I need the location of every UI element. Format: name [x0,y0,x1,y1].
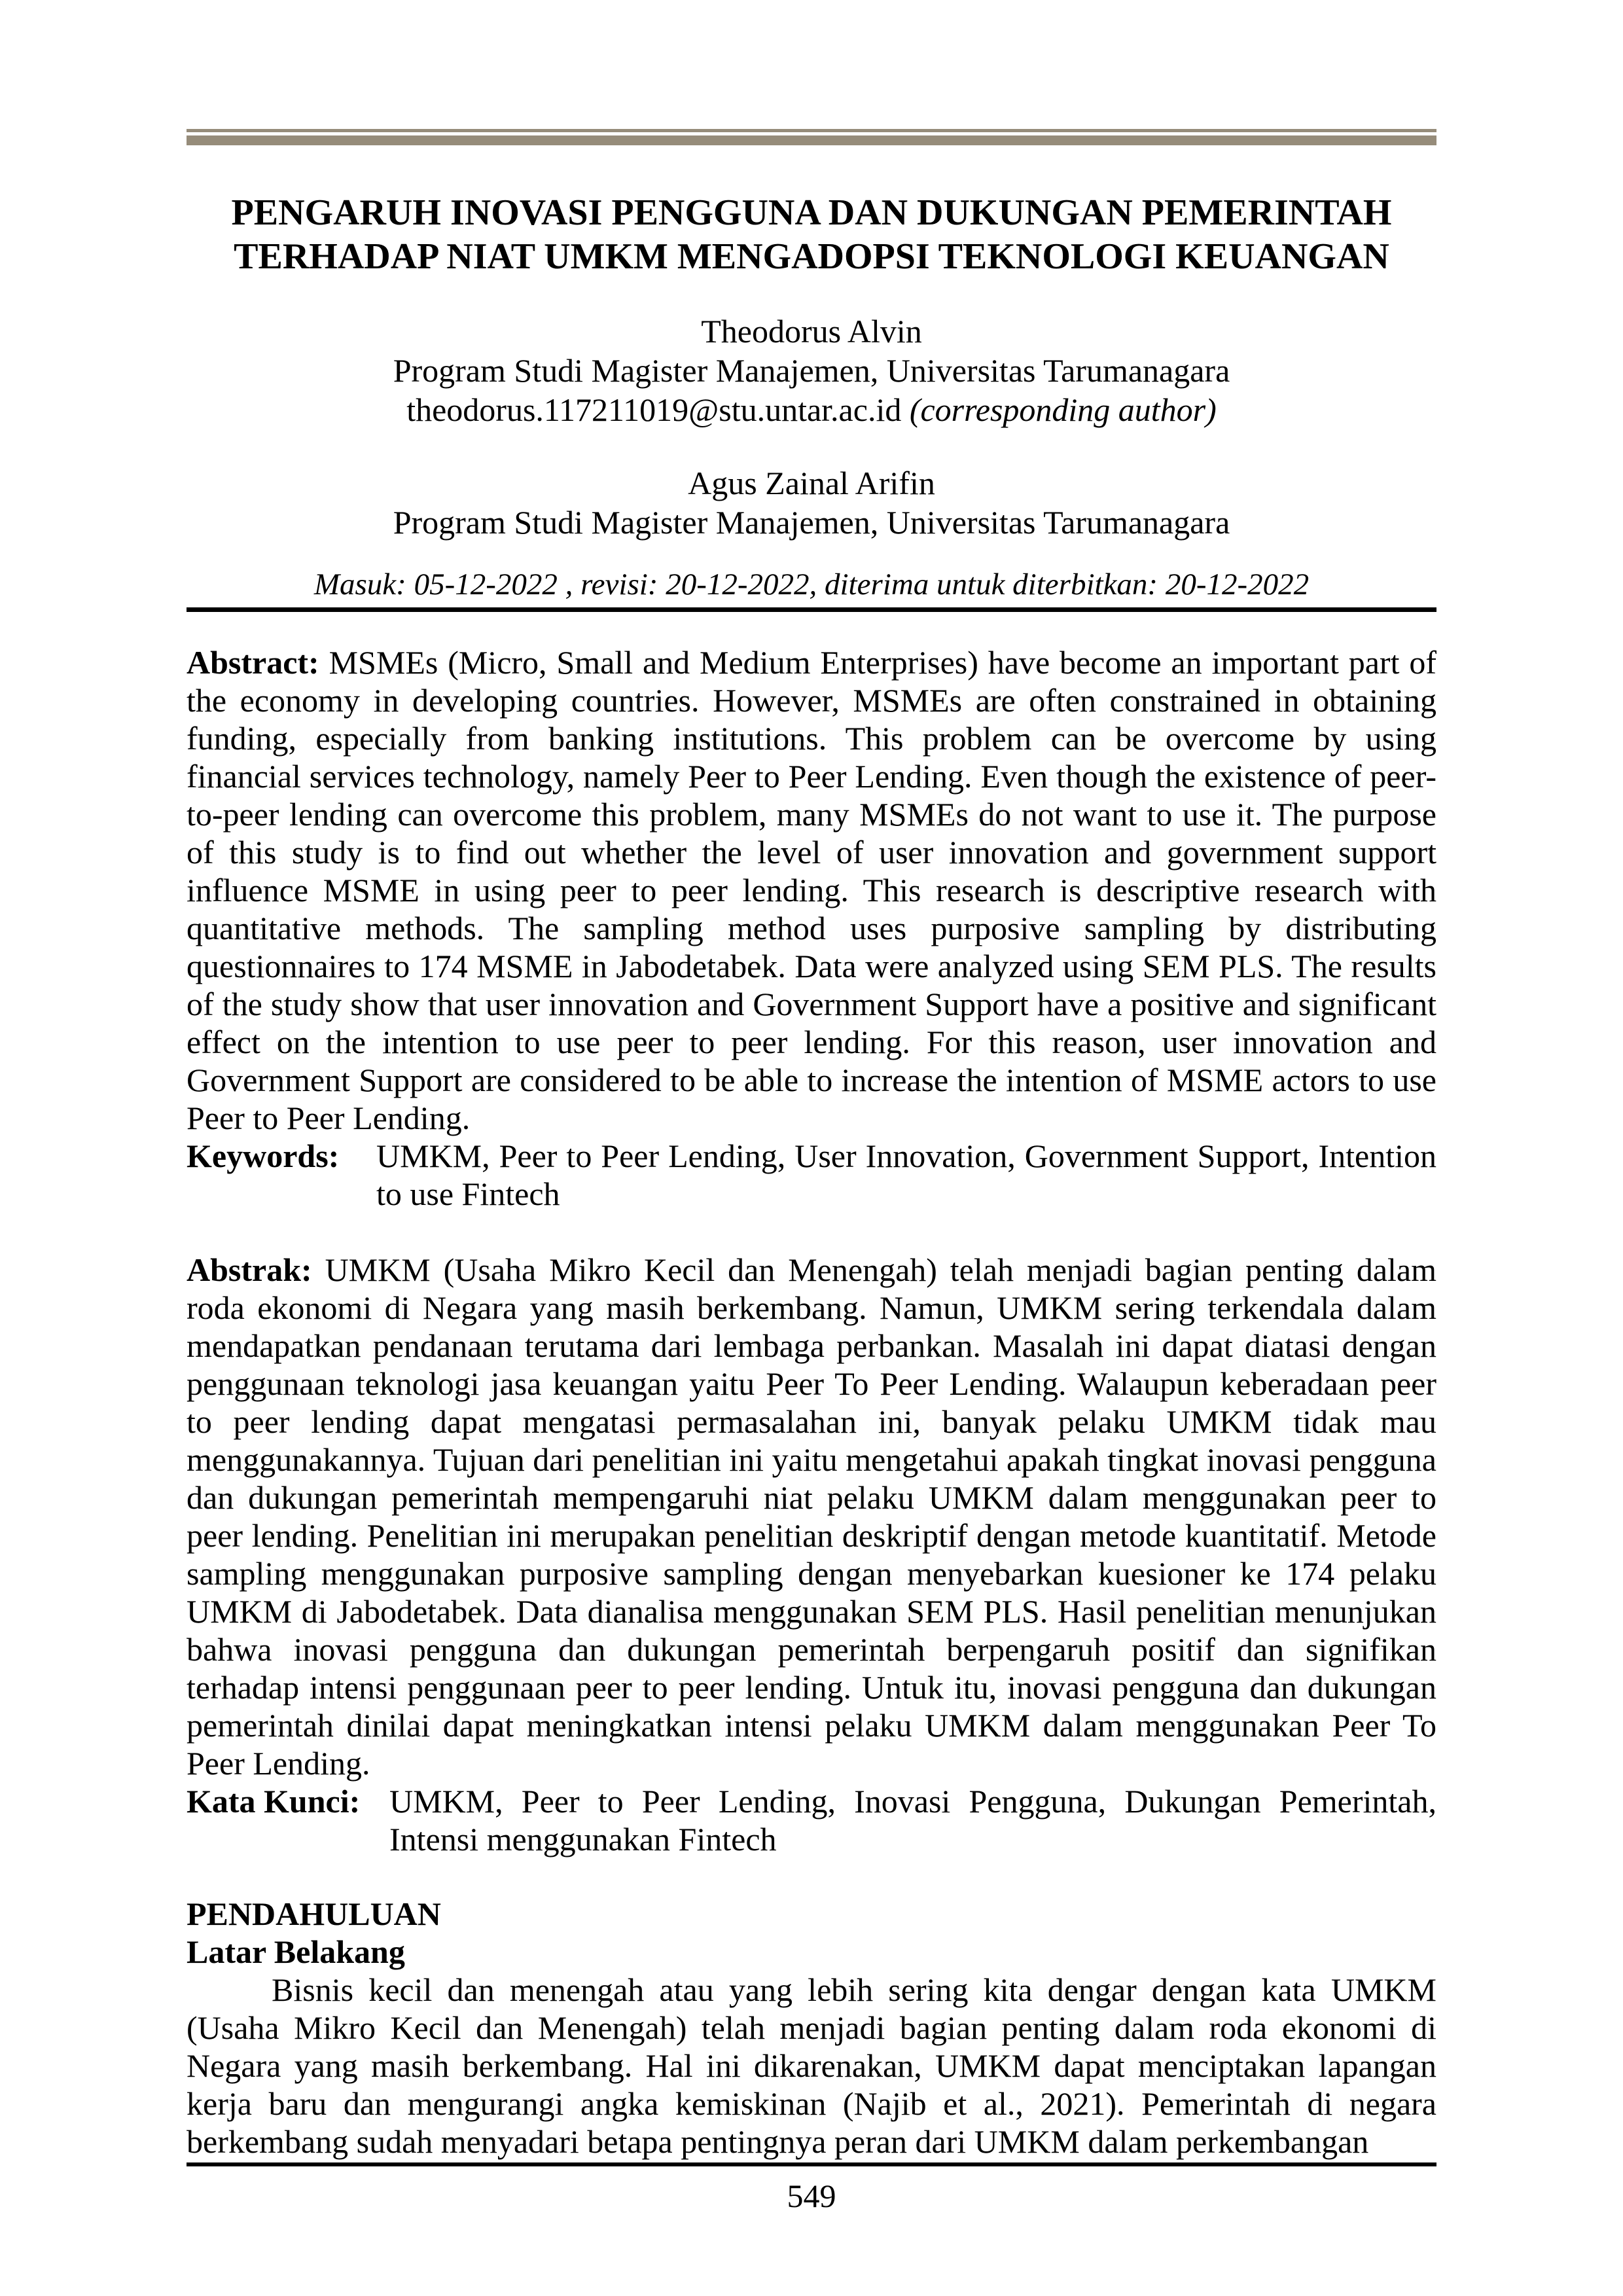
author-1-email-line [187,390,1436,429]
kata-kunci-paragraph [187,1782,1436,1858]
latar-belakang-paragraph: Bisnis kecil dan menengah atau yang lebih sering kita dengar dengan kata UMKM (Usaha Mikro Kecil dan Menengah) telah menjadi bagian penting dalam roda ekonomi di Negara yang masih berkembang. Hal ini dikarenakan, UMKM dapat menciptakan lapangan kerja baru dan mengurangi angka kemiskinan (Najib et al., 2021). Pemerintah di negara berkembang sudah menyadari betapa pentingnya peran dari UMKM dalam perkembangan [187,1971,1436,2160]
author-2-block [187,463,1436,542]
abstract-label: Abstract: [187,644,319,681]
author-2-name: Agus Zainal Arifin [688,465,935,501]
page-content [187,129,1436,2161]
section-heading-pendahuluan: PENDAHULUAN [187,1895,441,1932]
abstrak-label: Abstrak: [187,1251,312,1288]
page-number: 549 [787,2178,836,2214]
abstract-text: MSMEs (Micro, Small and Medium Enterprises) have become an important part of the economy in developing countries. However, MSMEs are often constrained in obtaining funding, especially from banking institutions. This problem can be overcome by using financial services technology, namely Peer to Peer Lending. Even though the existence of peer-to-peer lending can overcome this problem, many MSMEs do not want to use it. The purpose of this study is to find out whether the level of user innovation and government support influence MSME in using peer to peer lending. This research is descriptive research with quantitative methods. The sampling method uses purposive sampling by distributing questionnaires to 174 MSME in Jabodetabek. Data were analyzed using SEM PLS. The results of the study show that user innovation and Government Support have a positive and significant effect on the intention to use peer to peer lending. For this reason, user innovation and Government Support are considered to be able to increase the intention of MSME actors to use Peer to Peer Lending. [187,644,1436,1136]
keywords-label: Keywords: [187,1138,340,1174]
abstrak-paragraph [187,1251,1436,1782]
corresponding-author-note: (corresponding author) [909,391,1217,428]
keywords-text: UMKM, Peer to Peer Lending, User Innovation, Government Support, Intention to use Fintech [376,1138,1436,1212]
kata-kunci-text: UMKM, Peer to Peer Lending, Inovasi Pengguna, Dukungan Pemerintah, Intensi menggunakan Fintech [389,1783,1436,1857]
abstrak-text: UMKM (Usaha Mikro Kecil dan Menengah) telah menjadi bagian penting dalam roda ekonomi di Negara yang masih berkembang. Namun, UMKM sering terkendala dalam mendapatkan pendanaan terutama dari lembaga perbankan. Masalah ini dapat diatasi dengan penggunaan teknologi jasa keuangan yaitu Peer To Peer Lending. Walaupun keberadaan peer to peer lending dapat mengatasi permasalahan ini, banyak pelaku UMKM tidak mau menggunakannya. Tujuan dari penelitian ini yaitu mengetahui apakah tingkat inovasi pengguna dan dukungan pemerintah mempengaruhi niat pelaku UMKM dalam menggunakan peer to peer lending. Penelitian ini merupakan penelitian deskriptif dengan metode kuantitatif. Metode sampling menggunakan purposive sampling dengan menyebarkan kuesioner ke 174 pelaku UMKM di Jabodetabek. Data dianalisa menggunakan SEM PLS. Hasil penelitian menunjukan bahwa inovasi pengguna dan dukungan pemerintah berpengaruh positif dan signifikan terhadap intensi penggunaan peer to peer lending. Untuk itu, inovasi pengguna dan dukungan pemerintah dinilai dapat meningkatkan intensi pelaku UMKM dalam menggunakan Peer To Peer Lending. [187,1251,1436,1782]
author-1-block [187,312,1436,429]
page-title [187,191,1436,279]
author-1-name: Theodorus Alvin [701,313,922,350]
author-1-email: theodorus.117211019@stu.untar.ac.id [406,391,902,428]
submission-dates-line: Masuk: 05-12-2022 , revisi: 20-12-2022, diterima untuk diterbitkan: 20-12-2022 [313,567,1310,601]
abstract-paragraph [187,643,1436,1137]
author-1-affiliation: Program Studi Magister Manajemen, Universitas Tarumanagara [393,352,1230,389]
page-title-line-1: PENGARUH INOVASI PENGGUNA DAN DUKUNGAN PEMERINTAH [231,192,1392,233]
subsection-heading-latar-belakang: Latar Belakang [187,1933,405,1970]
keywords-paragraph [187,1137,1436,1213]
author-2-affiliation: Program Studi Magister Manajemen, Universitas Tarumanagara [393,504,1230,541]
kata-kunci-label: Kata Kunci: [187,1783,361,1820]
header-divider-rule [187,607,1436,612]
page-title-line-2: TERHADAP NIAT UMKM MENGADOPSI TEKNOLOGI KEUANGAN [234,236,1389,277]
top-border-thick-bar [187,135,1436,145]
footer-divider-rule [187,2162,1436,2166]
